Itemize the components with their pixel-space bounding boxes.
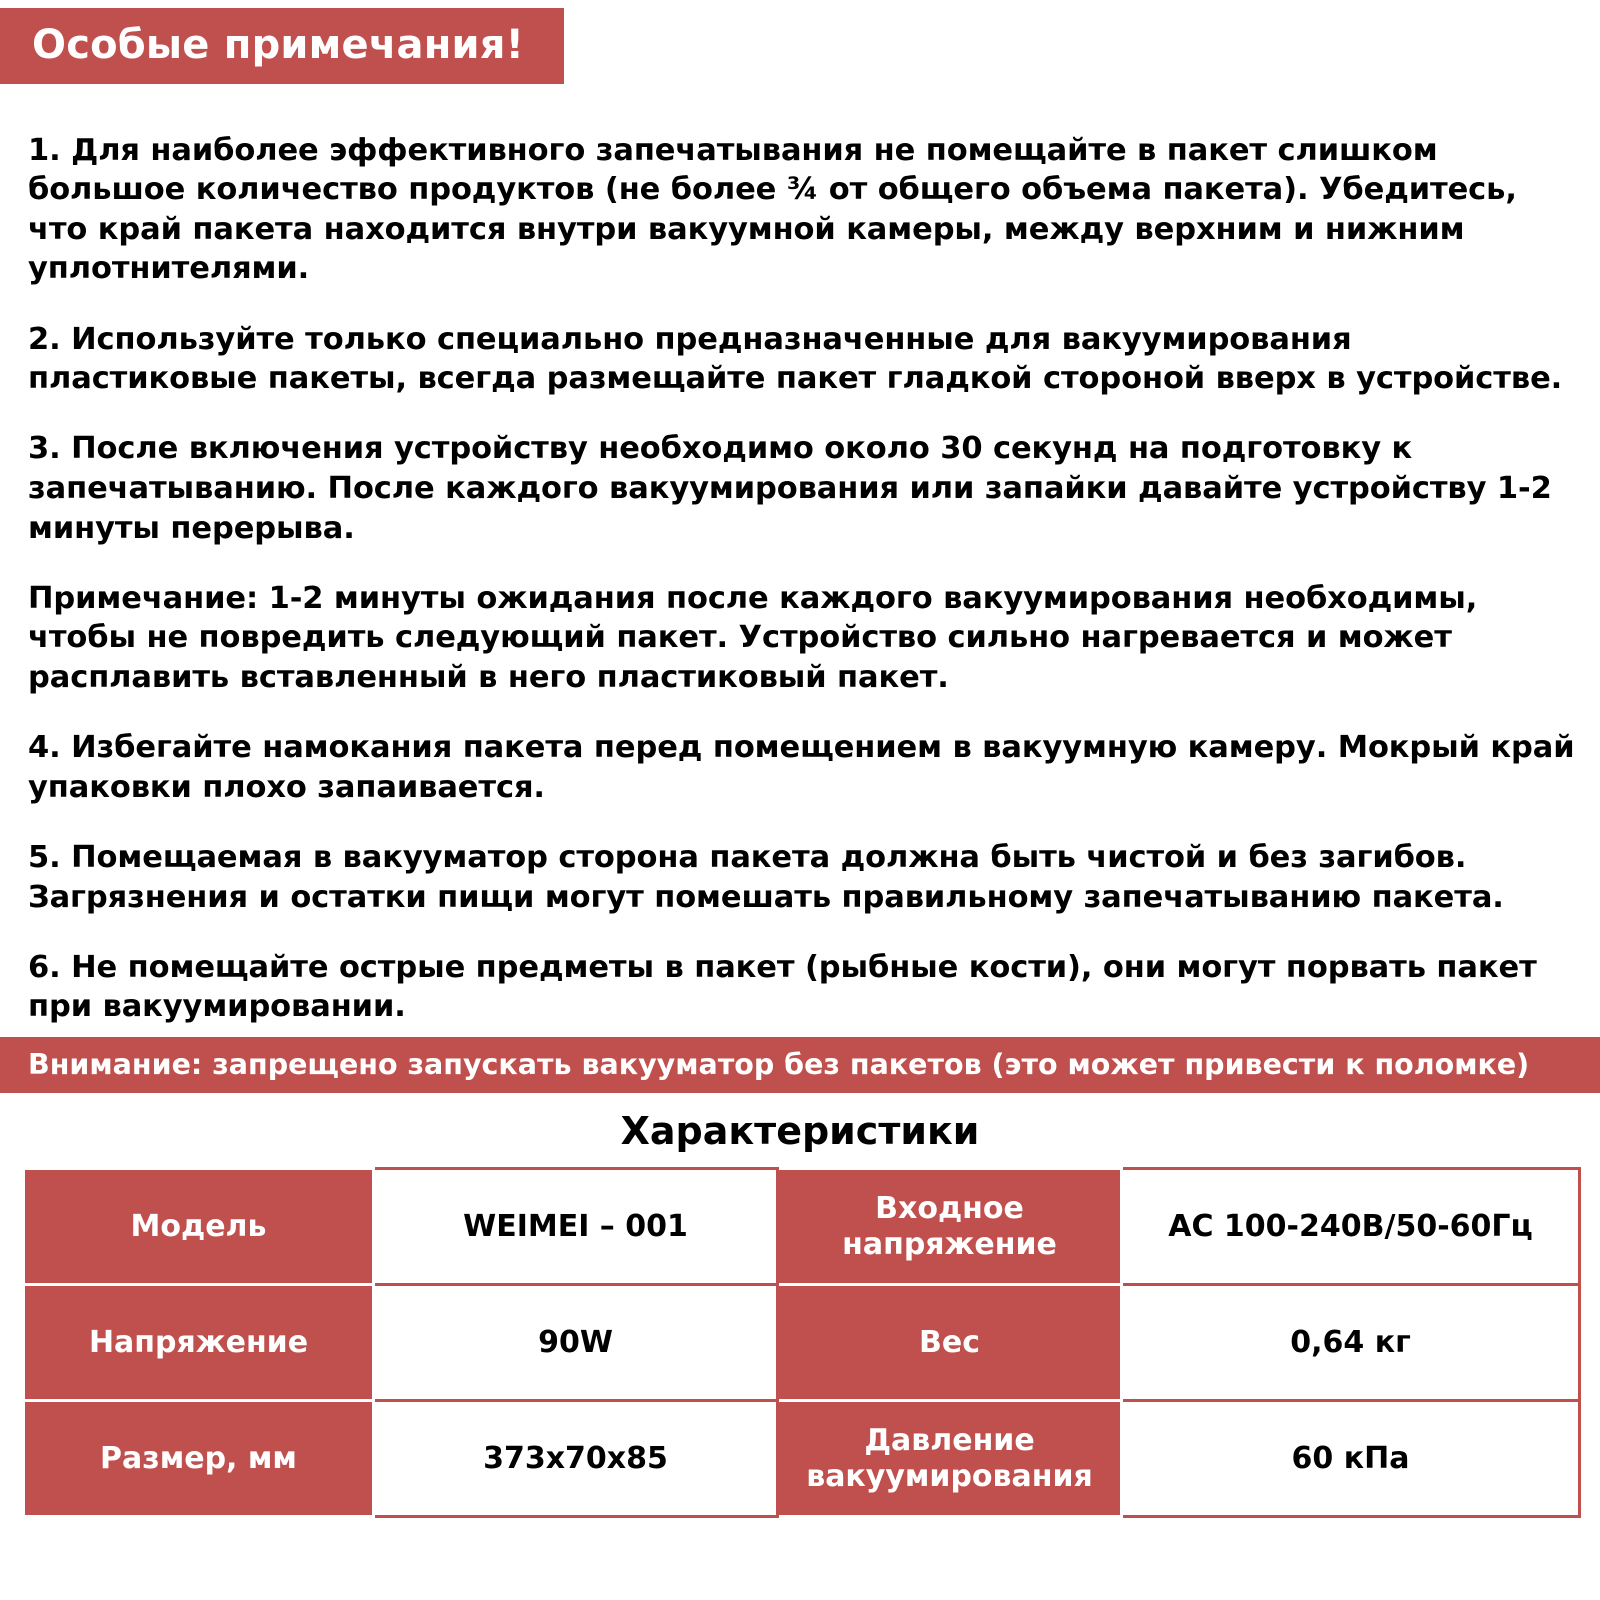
spec-label: Модель	[24, 1169, 374, 1285]
spec-label: Давление вакуумирования	[778, 1401, 1122, 1517]
note-item: 3. После включения устройству необходимо около 30 секунд на подготовку к запечатыванию. После каждого вакуумирования или запайки давайте устройству 1-2 минуты перерыва.	[28, 431, 1552, 546]
spec-value: 373х70х85	[374, 1401, 778, 1517]
specs-heading: Характеристики	[620, 1109, 980, 1154]
specs-table-wrapper	[0, 1167, 1600, 1518]
spec-label: Размер, мм	[24, 1401, 374, 1517]
table-row	[24, 1285, 1580, 1401]
page-title: Особые примечания!	[0, 8, 564, 84]
spec-label: Входное напряжение	[778, 1169, 1122, 1285]
spec-value: 60 кПа	[1122, 1401, 1580, 1517]
note-item-remark: Примечание: 1-2 минуты ожидания после каждого вакуумирования необходимы, чтобы не повредить следующий пакет. Устройство сильно нагревается и может расплавить вставленный в него пластиковый пакет.	[28, 580, 1478, 696]
note-item: 2. Используйте только специально предназначенные для вакуумирования пластиковые пакеты, всегда размещайте пакет гладкой стороной вверх в устройстве.	[28, 321, 1563, 397]
note-item: 6. Не помещайте острые предметы в пакет (рыбные кости), они могут порвать пакет при вакуумировании.	[28, 949, 1537, 1025]
notes-list	[0, 84, 1600, 1027]
spec-label: Вес	[778, 1285, 1122, 1401]
spec-value: WEIMEI – 001	[374, 1169, 778, 1285]
spec-value: AC 100-240В/50-60Гц	[1122, 1169, 1580, 1285]
spec-label: Напряжение	[24, 1285, 374, 1401]
note-item: 1. Для наиболее эффективного запечатывания не помещайте в пакет слишком большое количество продуктов (не более ¾ от общего объема пакета). Убедитесь, что край пакета находится внутри вакуумной камеры, между верхним и нижним уплотнителями.	[28, 132, 1517, 287]
spec-value: 0,64 кг	[1122, 1285, 1580, 1401]
note-item: 4. Избегайте намокания пакета перед помещением в вакуумную камеру. Мокрый край упаковки плохо запаивается.	[28, 730, 1575, 805]
specs-table	[22, 1167, 1581, 1518]
table-row	[24, 1169, 1580, 1285]
warning-banner: Внимание: запрещено запускать вакууматор без пакетов (это может привести к поломке)	[0, 1037, 1600, 1093]
table-row	[24, 1401, 1580, 1517]
spec-value: 90W	[374, 1285, 778, 1401]
note-item: 5. Помещаемая в вакууматор сторона пакета должна быть чистой и без загибов. Загрязнения и остатки пищи могут помешать правильному запечатыванию пакета.	[28, 839, 1504, 915]
